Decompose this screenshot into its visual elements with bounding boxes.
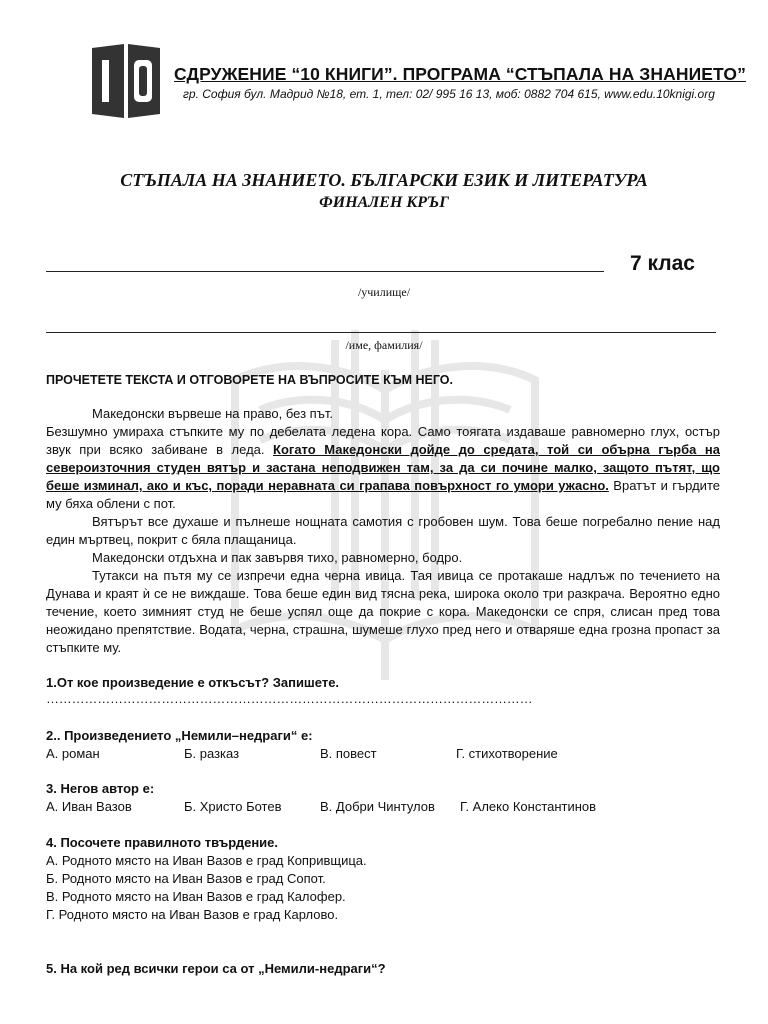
reading-passage	[46, 405, 720, 657]
option[interactable]: В. Родното място на Иван Вазов е град Калофер.	[46, 889, 346, 904]
option[interactable]: В. повест	[320, 746, 377, 761]
question-3: 3. Негов автор е:	[46, 781, 155, 796]
instruction: ПРОЧЕТЕТЕ ТЕКСТА И ОТГОВОРЕТЕ НА ВЪПРОСИТЕ КЪМ НЕГО.	[46, 373, 453, 387]
question-4: 4. Посочете правилното твърдение.	[46, 835, 279, 850]
option[interactable]: Б. Родното място на Иван Вазов е град Сопот.	[46, 871, 326, 886]
option[interactable]: Б. разказ	[184, 746, 240, 761]
question-5: 5. На кой ред всички герои са от „Немили-недраги“?	[46, 961, 386, 976]
organization-logo	[90, 42, 162, 120]
school-caption: /училище/	[357, 285, 411, 299]
passage-paragraph: Македонски отдъхна и пак завървя тихо, равномерно, бодро.	[92, 550, 463, 565]
question-2: 2.. Произведението „Немили–недраги“ е:	[46, 728, 313, 743]
option[interactable]: Г. стихотворение	[456, 746, 558, 761]
question-3-options	[46, 799, 726, 817]
question-2-options	[46, 746, 726, 764]
passage-paragraph: Македонски вървеше на право, без път.	[92, 406, 333, 421]
passage-text: Безшумно умираха стъпките му по дебелата ледена кора. Само тоягата издаваше равномерно глух, остър звук при всяко забиване в леда.	[46, 424, 720, 457]
passage-paragraph: Вятърът все духаше и пълнеше нощната самотия с гробовен шум. Това беше погребално пение над един мъртвец, покрит с бяла плащаница.	[46, 514, 720, 547]
name-caption: /име, фамилия/	[345, 338, 423, 352]
passage-paragraph	[46, 423, 720, 513]
organization-address: гр. София бул. Мадрид №18, ет. 1, тел: 02/ 995 16 13, моб: 0882 704 615, www.edu.10knigi.org	[183, 87, 715, 101]
option[interactable]: Г. Родното място на Иван Вазов е град Карлово.	[46, 907, 339, 922]
exam-subtitle: ФИНАЛЕН КРЪГ	[319, 194, 449, 211]
option[interactable]: А. Иван Вазов	[46, 799, 132, 814]
name-field-line	[46, 332, 716, 333]
option[interactable]: Г. Алеко Константинов	[460, 799, 597, 814]
passage-underlined-text: Когато Македонски дойде до средата, той си обърна гърба на североизточния студен вятър и застана неподвижен там, за да си почине малко, защото пътят, що беше изминал, ако и къс, поради неравната си грапава повърхност го умори ужасно.	[46, 442, 720, 493]
option[interactable]: А. Родното място на Иван Вазов е град Копривщица.	[46, 853, 367, 868]
grade-label: 7 клас	[630, 252, 695, 275]
option[interactable]: А. роман	[46, 746, 100, 761]
passage-paragraph: Тутакси на пътя му се изпречи една черна ивица. Тая ивица се протакаше надлъж по течението на Дунава и краят ѝ се не виждаше. Това беше един вид тясна река, широка около три разкрача. Вероятно едно течение, което зимният студ не беше успял още да покрие с кора. Македонски се спря, слисан пред това неожидано препятствие. Водата, черна, страшна, шумеше глухо пред него и отваряше една грозна пропаст за стъпките му.	[46, 568, 720, 655]
option[interactable]: В. Добри Чинтулов	[320, 799, 435, 814]
exam-title: СТЪПАЛА НА ЗНАНИЕТО. БЪЛГАРСКИ ЕЗИК И ЛИТЕРАТУРА	[120, 170, 648, 190]
school-field-line	[46, 271, 604, 272]
question-1: 1.От кое произведение е откъсът? Запишете.	[46, 675, 340, 690]
answer-line[interactable]: ……………………………………………………………………………………………………	[46, 691, 533, 706]
option[interactable]: Б. Христо Ботев	[184, 799, 282, 814]
passage-text: Вратът и гърдите му бяха облени с пот.	[46, 478, 720, 511]
organization-name: СДРУЖЕНИЕ “10 КНИГИ”. ПРОГРАМА “СТЪПАЛА НА ЗНАНИЕТО”	[174, 64, 746, 84]
